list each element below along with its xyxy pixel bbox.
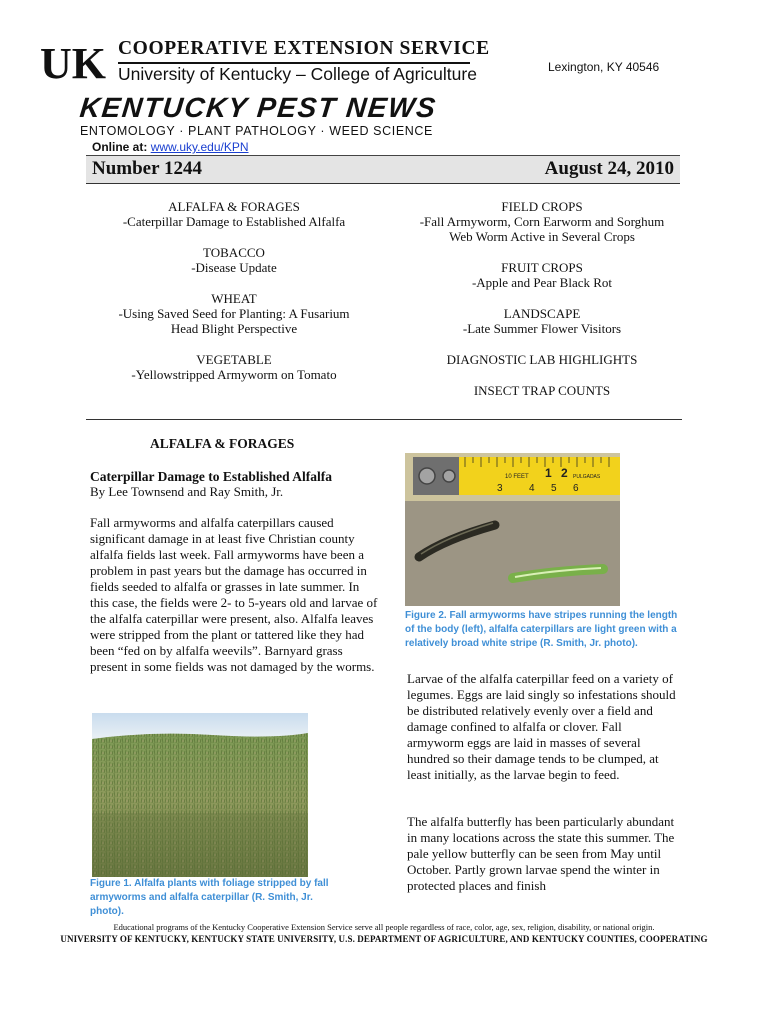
toc-section	[392, 260, 692, 290]
ces-title: COOPERATIVE EXTENSION SERVICE	[118, 38, 490, 59]
toc-item: -Late Summer Flower Visitors	[462, 321, 622, 336]
toc-item: -Apple and Pear Black Rot	[471, 275, 613, 290]
toc-section	[86, 291, 382, 336]
issue-date: August 24, 2010	[544, 158, 674, 179]
uk-logo-text: UK	[40, 42, 106, 82]
ces-subtitle: University of Kentucky – College of Agriculture	[118, 64, 477, 84]
toc-section	[392, 383, 692, 398]
toc-section	[86, 245, 382, 275]
tape-label: 3	[497, 483, 503, 494]
location-address: Lexington, KY 40546	[548, 60, 660, 74]
toc-heading: WHEAT	[211, 291, 257, 306]
toc-heading: ALFALFA & FORAGES	[168, 199, 300, 214]
footer-cooperating: UNIVERSITY OF KENTUCKY, KENTUCKY STATE UNIVERSITY, U.S. DEPARTMENT OF AGRICULTURE, AND KENTUCKY COUNTIES, COOPERATING	[60, 934, 708, 944]
toc-right-column	[392, 199, 692, 414]
article-byline: By Lee Townsend and Ray Smith, Jr.	[90, 484, 284, 499]
tape-label: 4	[529, 483, 535, 494]
section-heading: ALFALFA & FORAGES	[150, 436, 295, 451]
toc-item: -Fall Armyworm, Corn Earworm and Sorghum	[419, 214, 665, 229]
toc-item: -Using Saved Seed for Planting: A Fusarium	[118, 306, 350, 321]
issue-number: Number 1244	[92, 158, 202, 179]
footer-disclaimer: Educational programs of the Kentucky Cooperative Extension Service serve all people regardless of race, color, age, sex, religion, disability, or national origin.	[113, 922, 655, 932]
article-title: Caterpillar Damage to Established Alfalfa	[90, 469, 332, 484]
tape-label: 10 FEET	[505, 474, 529, 480]
figure-2-photo	[405, 453, 620, 606]
website-link[interactable]: www.uky.edu/KPN	[150, 140, 249, 154]
toc-divider	[86, 419, 682, 420]
article-paragraph-1: Fall armyworms and alfalfa caterpillars caused significant damage in at least five Christian county alfalfa fields last week. Fall armyworms have been a problem in past years but the damage has occurred in fields seeded to alfalfa or grasses in late summer. In this case, the fields were 2- to 5-years old and larvae of the alfalfa caterpillar were present, also. Alfalfa leaves were stripped from the plant or tattered like they had been “fed on by alfalfa weevils”. Barnyard grass present in some fields was not damaged by the worms.	[90, 515, 378, 674]
figure-1-photo	[92, 713, 308, 877]
tape-label: 2	[561, 466, 568, 480]
toc-heading: VEGETABLE	[196, 352, 272, 367]
department-list: ENTOMOLOGY · PLANT PATHOLOGY · WEED SCIENCE	[80, 124, 433, 138]
toc-heading: DIAGNOSTIC LAB HIGHLIGHTS	[446, 352, 638, 367]
toc-section	[392, 199, 692, 244]
online-label: Online at:	[92, 140, 148, 154]
issue-bar	[86, 155, 680, 184]
figure-1-caption: Figure 1. Alfalfa plants with foliage stripped by fall armyworms and alfalfa caterpillar (R. Smith, Jr. photo).	[90, 878, 329, 917]
toc-heading: INSECT TRAP COUNTS	[473, 383, 611, 398]
toc-item: Web Worm Active in Several Crops	[449, 229, 635, 244]
toc-heading: FIELD CROPS	[501, 199, 583, 214]
tape-label: 5	[551, 483, 557, 494]
uk-logo	[40, 42, 112, 82]
figure-2-caption: Figure 2. Fall armyworms have stripes running the length of the body (left), alfalfa caterpillars are light green with a relatively broad white stripe (R. Smith, Jr. photo).	[405, 610, 678, 649]
online-line	[92, 140, 249, 154]
toc-section	[86, 352, 382, 382]
toc-section	[392, 306, 692, 336]
tape-label: 6	[573, 483, 579, 494]
toc-heading: LANDSCAPE	[503, 306, 581, 321]
toc-heading: TOBACCO	[203, 245, 265, 260]
toc-section	[392, 352, 692, 367]
toc-heading: FRUIT CROPS	[501, 260, 583, 275]
toc-item: -Caterpillar Damage to Established Alfalfa	[122, 214, 346, 229]
toc-left-column	[86, 199, 382, 398]
toc-item: -Disease Update	[191, 260, 277, 275]
article-paragraph-2: Larvae of the alfalfa caterpillar feed on a variety of legumes. Eggs are laid singly so infestations should be distributed relatively evenly over a field and damage confined to alfalfa or clover. Fall armyworm eggs are laid in masses of several hundred so their damage tends to be clumped, at least initially, as the larvae begin to feed.	[407, 671, 676, 782]
tape-label: 1	[545, 466, 552, 480]
toc-item: -Yellowstripped Armyworm on Tomato	[131, 367, 337, 382]
newsletter-title: KENTUCKY PEST NEWS	[78, 92, 439, 123]
tape-label: PULGADAS	[573, 474, 601, 480]
article-paragraph-3: The alfalfa butterfly has been particularly abundant in many locations across the state this summer. The pale yellow butterfly can be seen from May until October. Partly grown larvae spend the winter in protected places and finish	[407, 814, 675, 893]
toc-section	[86, 199, 382, 229]
toc-item: Head Blight Perspective	[170, 321, 298, 336]
